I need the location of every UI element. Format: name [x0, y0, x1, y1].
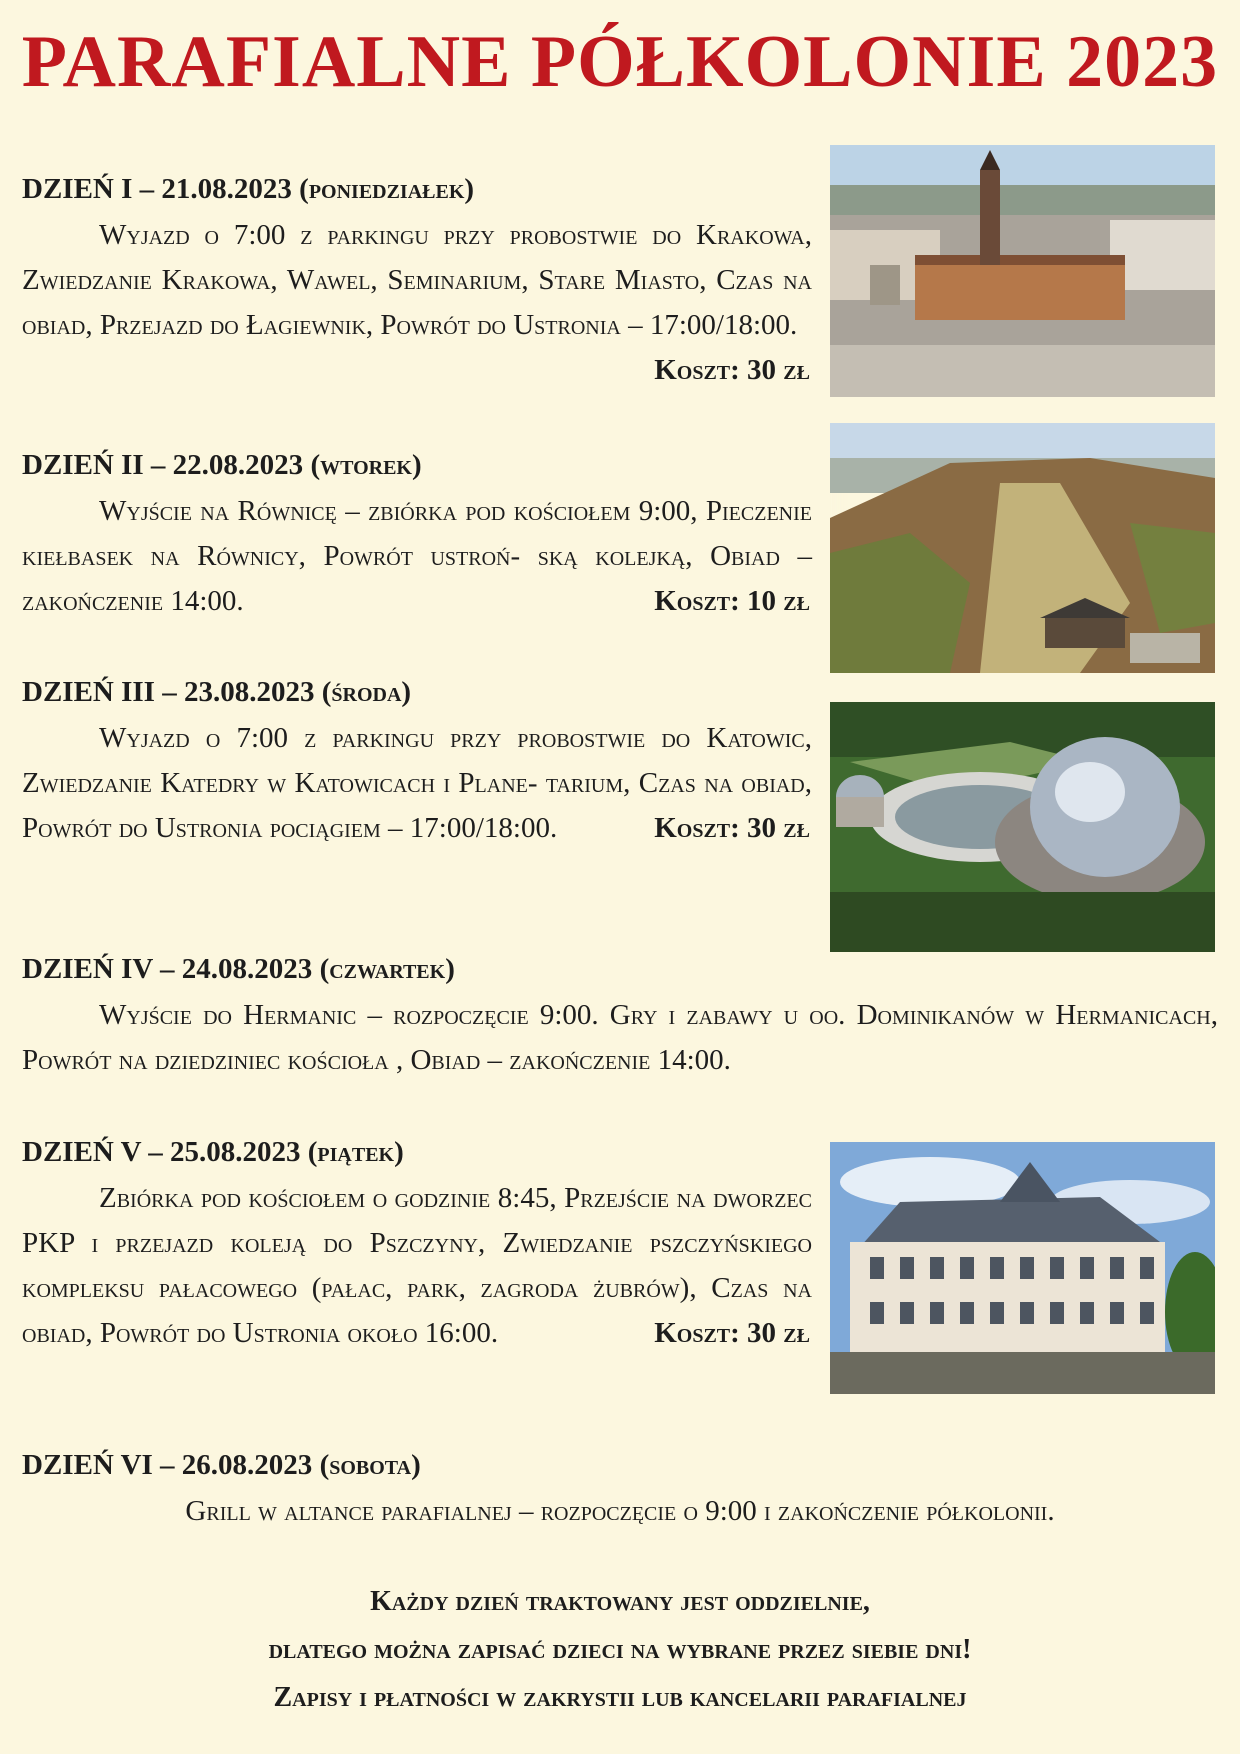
footer-line: Zapisy i płatności w zakrystii lub kancelarii parafialnej: [273, 1682, 967, 1713]
day-of-week: (czwartek): [319, 953, 455, 985]
photo-planetarium: [830, 702, 1215, 952]
day-text: Wyjazd o 7:00 z parkingu przy probostwie do Krakowa, Zwiedzanie Krakowa, Wawel, Seminarium, Stare Miasto, Czas na obiad, Przejazd do Łagiewnik, Powrót do Ustronia – 17:00/18:00.: [22, 218, 812, 341]
day-of-week: (poniedziałek): [299, 173, 475, 205]
page-title: PARAFIALNE PÓŁKOLONIE 2023: [21, 21, 1219, 103]
day-6: [22, 1448, 1218, 1534]
day-description: [22, 716, 812, 851]
footer-line: dlatego można zapisać dzieci na wybrane przez siebie dni!: [268, 1634, 972, 1665]
day-description: [22, 1489, 1218, 1534]
day-text: Grill w altance parafialnej – rozpoczęcie o 9:00 i zakończenie półkolonii.: [185, 1494, 1055, 1527]
day-title: DZIEŃ II – 22.08.2023: [22, 449, 304, 481]
photo-rownica-mountain: [830, 423, 1215, 673]
day-title: DZIEŃ VI – 26.08.2023: [22, 1449, 313, 1481]
footer-line: Każdy dzień traktowany jest oddzielnie,: [370, 1586, 870, 1617]
day-title: DZIEŃ V – 25.08.2023: [22, 1136, 301, 1168]
day-heading: [22, 675, 812, 710]
day-description: [22, 993, 1218, 1083]
day-description: [22, 1176, 812, 1356]
day-cost: Koszt: 30 zł: [654, 811, 810, 844]
day-of-week: (wtorek): [310, 449, 422, 481]
day-2: [22, 448, 812, 624]
day-description: [22, 489, 812, 624]
day-text: Wyjście do Hermanic – rozpoczęcie 9:00. Gry i zabawy u oo. Dominikanów w Hermanicach, Powrót na dziedziniec kościoła , Obiad – zakończenie 14:00.: [22, 998, 1218, 1076]
photo-krakow-market-square: [830, 145, 1215, 397]
day-heading: [22, 1448, 1218, 1483]
day-heading: [22, 448, 812, 483]
day-text: Wyjście na Równicę – zbiórka pod kościołem 9:00, Pieczenie kiełbasek na Równicy, Powrót ustroń- ską kolejką, Obiad – zakończenie 14:00.: [22, 494, 812, 617]
day-heading: [22, 952, 1218, 987]
day-text: Zbiórka pod kościołem o godzinie 8:45, Przejście na dworzec PKP i przejazd koleją do Pszczyny, Zwiedzanie pszczyńskiego kompleksu pałacowego (pałac, park, zagroda żubrów), Czas na obiad, Powrót do Ustronia około 16:00.: [22, 1181, 812, 1349]
day-1: [22, 172, 812, 393]
day-cost: Koszt: 30 zł: [654, 1316, 810, 1349]
day-3: [22, 675, 812, 851]
day-description: [22, 213, 812, 386]
day-cost: Koszt: 30 zł: [654, 353, 810, 386]
day-title: DZIEŃ III – 23.08.2023: [22, 676, 315, 708]
day-of-week: (sobota): [319, 1449, 421, 1481]
day-title: DZIEŃ I – 21.08.2023: [22, 173, 292, 205]
day-heading: [22, 1135, 812, 1170]
day-title: DZIEŃ IV – 24.08.2023: [22, 953, 313, 985]
footer-notice: [0, 1578, 1240, 1722]
day-4: [22, 952, 1218, 1083]
day-text: Wyjazd o 7:00 z parkingu przy probostwie do Katowic, Zwiedzanie Katedry w Katowicach i Plane- tarium, Czas na obiad, Powrót do Ustronia pociągiem – 17:00/18:00.: [22, 721, 812, 844]
day-of-week: (piątek): [307, 1136, 404, 1168]
photo-pszczyna-palace: [830, 1142, 1215, 1394]
day-of-week: (środa): [321, 676, 412, 708]
day-cost: Koszt: 10 zł: [654, 584, 810, 617]
day-heading: [22, 172, 812, 207]
day-5: [22, 1135, 812, 1356]
